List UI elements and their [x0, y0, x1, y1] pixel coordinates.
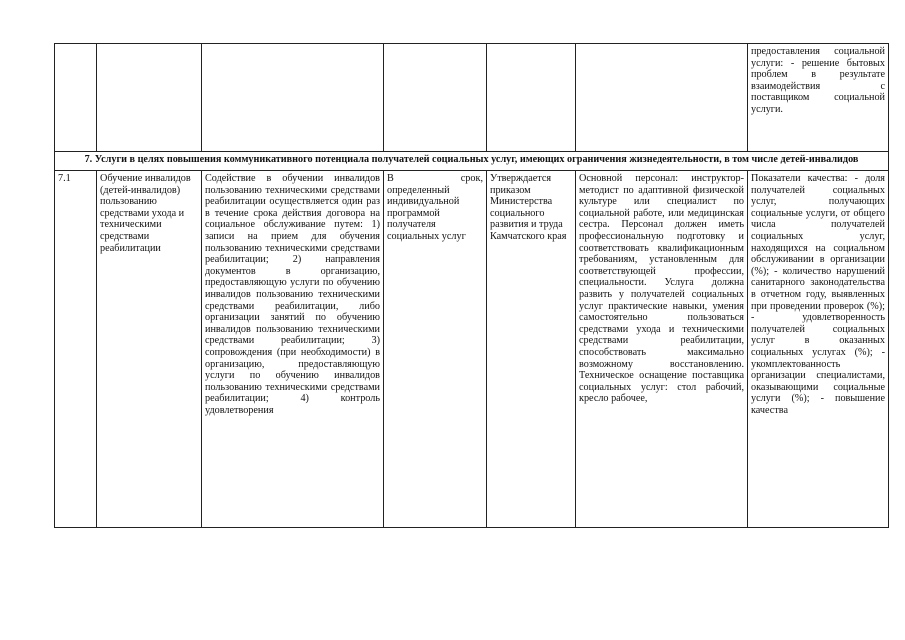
cell-quality: Показатели качества: - доля получателей социальных услуг, получающих социальные услуги, от общего числа получателей социальных услуг, находящихся на социальном обслуживании в организации (%); - количество нарушений санитарного законодательства в отчетном году, выявленных при проведении проверок (%); - удовлетворенность получателей социальных услуг в оказанных социальных услугах (%); - укомплектованность организации специалистами, оказывающими социальные услуги (%); - повышение качества	[748, 171, 889, 528]
cell-empty	[97, 44, 202, 152]
table-row-previous	[55, 44, 889, 152]
cell-empty	[202, 44, 384, 152]
cell-service-name: Обучение инвалидов (детей-инвалидов) пользованию средствами ухода и техническими средствами реабилитации	[97, 171, 202, 528]
section-header-row	[55, 152, 889, 171]
cell-empty	[55, 44, 97, 152]
cell-empty	[576, 44, 748, 152]
table-row	[55, 171, 889, 528]
cell-empty	[384, 44, 487, 152]
cell-description: Содействие в обучении инвалидов пользованию техническими средствами реабилитации осуществляется один раз в течение срока действия договора на социальное обслуживание путем: 1) записи на прием для обучения пользованию техническими средствами реабилитации; 2) направления документов в организацию, предоставляющую услуги по обучению инвалидов пользованию техническими средствами реабилитации, либо организации занятий по обучению инвалидов пользованию техническими средствами реабилитации; 3) сопровождения (при необходимости) в организацию, предоставляющую услуги по обучению инвалидов пользованию техническими средствами реабилитации; 4) контроль удовлетворения	[202, 171, 384, 528]
cell-conditions: Основной персонал: инструктор-методист по адаптивной физической культуре или специалист по социальной работе, или медицинская сестра. Персонал должен иметь профессиональную подготовку и соответствовать квалификационным требованиям, установленным для соответствующей профессии, специальности. Услуга должна развить у получателей социальных услуг практические навыки, умения самостоятельно пользоваться средствами ухода и техническими средствами реабилитации, способствовать максимально возможному восстановлению. Техническое оснащение поставщика социальных услуг: стол рабочий, кресло рабочее,	[576, 171, 748, 528]
cell-previous-quality: предоставления социальной услуги: - решение бытовых проблем в результате взаимодействия с поставщиком социальной услуги.	[748, 44, 889, 152]
services-table	[54, 43, 889, 528]
section-title: 7. Услуги в целях повышения коммуникативного потенциала получателей социальных услуг, имеющих ограничения жизнедеятельности, в том числе детей-инвалидов	[55, 152, 889, 171]
cell-tariff: Утверждается приказом Министерства социального развития и труда Камчатского края	[487, 171, 576, 528]
cell-term: В срок, определенный индивидуальной программой получателя социальных услуг	[384, 171, 487, 528]
cell-empty	[487, 44, 576, 152]
cell-number: 7.1	[55, 171, 97, 528]
